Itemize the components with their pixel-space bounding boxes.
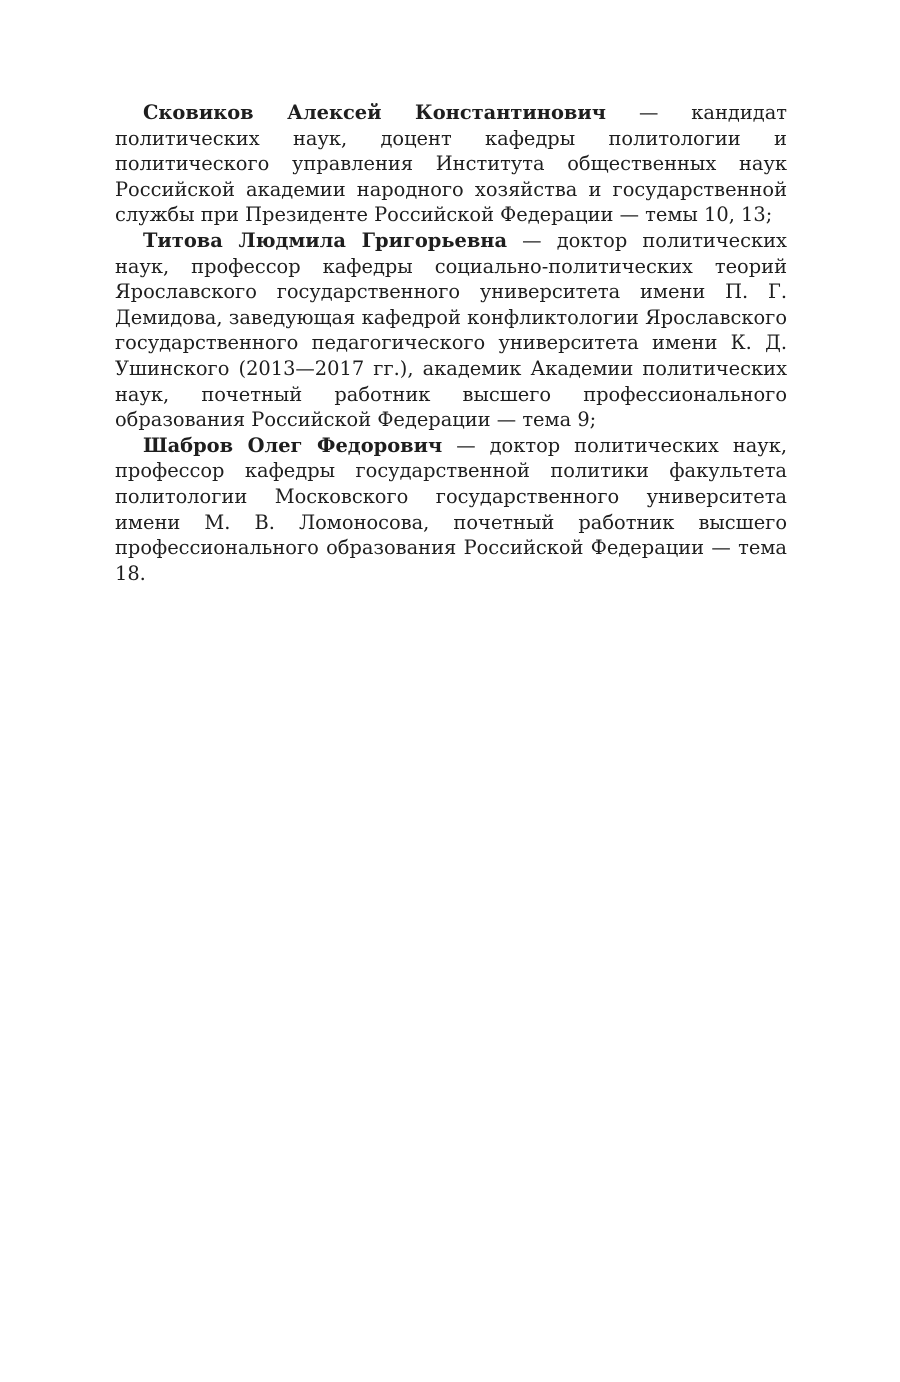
author-description: — доктор политических наук, профессор кафедры государственной политики факультета политологии Московского государственного университета имени М. В. Ломоносова, почетный работник высшего профессионального образования Российской Федерации — тема 18. [115, 433, 787, 585]
author-name: Титова Людмила Григорьевна [143, 228, 508, 252]
author-entry-shabrov [115, 433, 787, 587]
author-description: — кандидат политических наук, доцент кафедры политологии и политического управления Института общественных наук Российской академии народного хозяйства и государственной службы при Президенте Российской Федерации — темы 10, 13; [115, 101, 787, 227]
author-entry-skovikov [115, 100, 787, 228]
author-entry-titova [115, 228, 787, 433]
author-name: Сковиков Алексей Константинович [143, 101, 606, 124]
author-name: Шабров Олег Федорович [143, 433, 443, 457]
author-description: — доктор политических наук, профессор кафедры социально-политических теорий Ярославского государственного университета имени П. Г. Демидова, заведующая кафедрой конфликтологии Ярославского государственного педагогического университета имени К. Д. Ушинского (2013—2017 гг.), академик Академии политических наук, почетный работник высшего профессионального образования Российской Федерации — тема 9; [115, 228, 787, 432]
authors-list [115, 100, 787, 586]
